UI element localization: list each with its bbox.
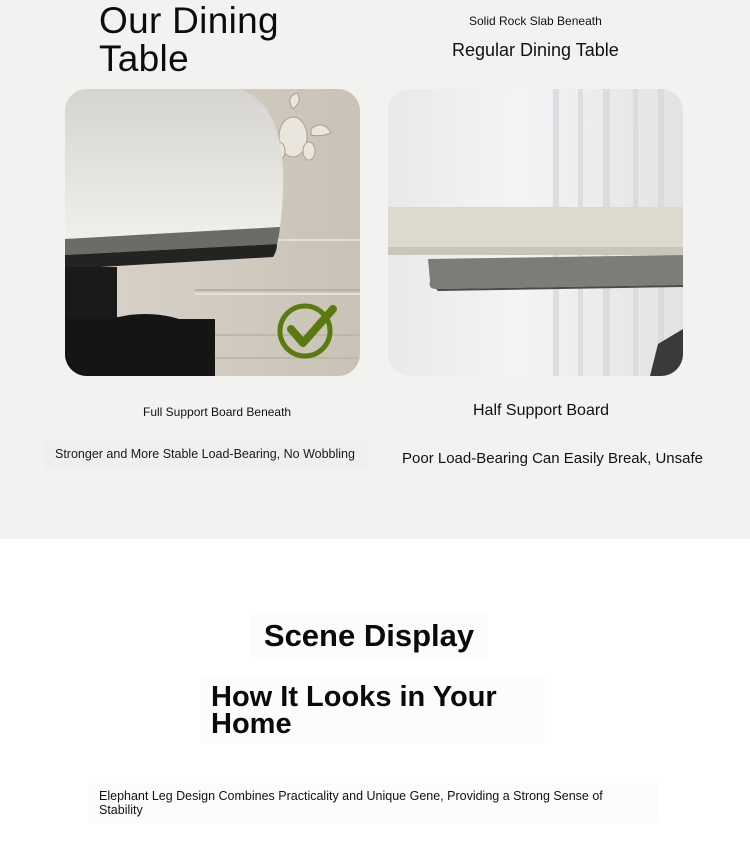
our-table-heading: Our Dining Table — [99, 0, 279, 79]
scene-description: Elephant Leg Design Combines Practicality and Unique Gene, Providing a Strong Sense of Stability — [88, 783, 658, 823]
our-table-caption: Full Support Board Beneath — [143, 405, 292, 419]
our-table-description: Stronger and More Stable Load-Bearing, No Wobbling — [44, 440, 368, 469]
scene-title: Scene Display — [250, 614, 488, 658]
scene-subtitle: How It Looks in Your Home — [200, 678, 545, 744]
regular-table-heading: Regular Dining Table — [452, 40, 619, 60]
regular-table-caption: Half Support Board — [473, 402, 610, 419]
our-table-photo — [65, 89, 360, 376]
regular-table-top-label: Solid Rock Slab Beneath — [469, 14, 602, 28]
scene-title-wrap — [0, 614, 750, 658]
regular-table-photo — [388, 89, 683, 376]
regular-table-description: Poor Load-Bearing Can Easily Break, Unsafe — [402, 450, 703, 467]
